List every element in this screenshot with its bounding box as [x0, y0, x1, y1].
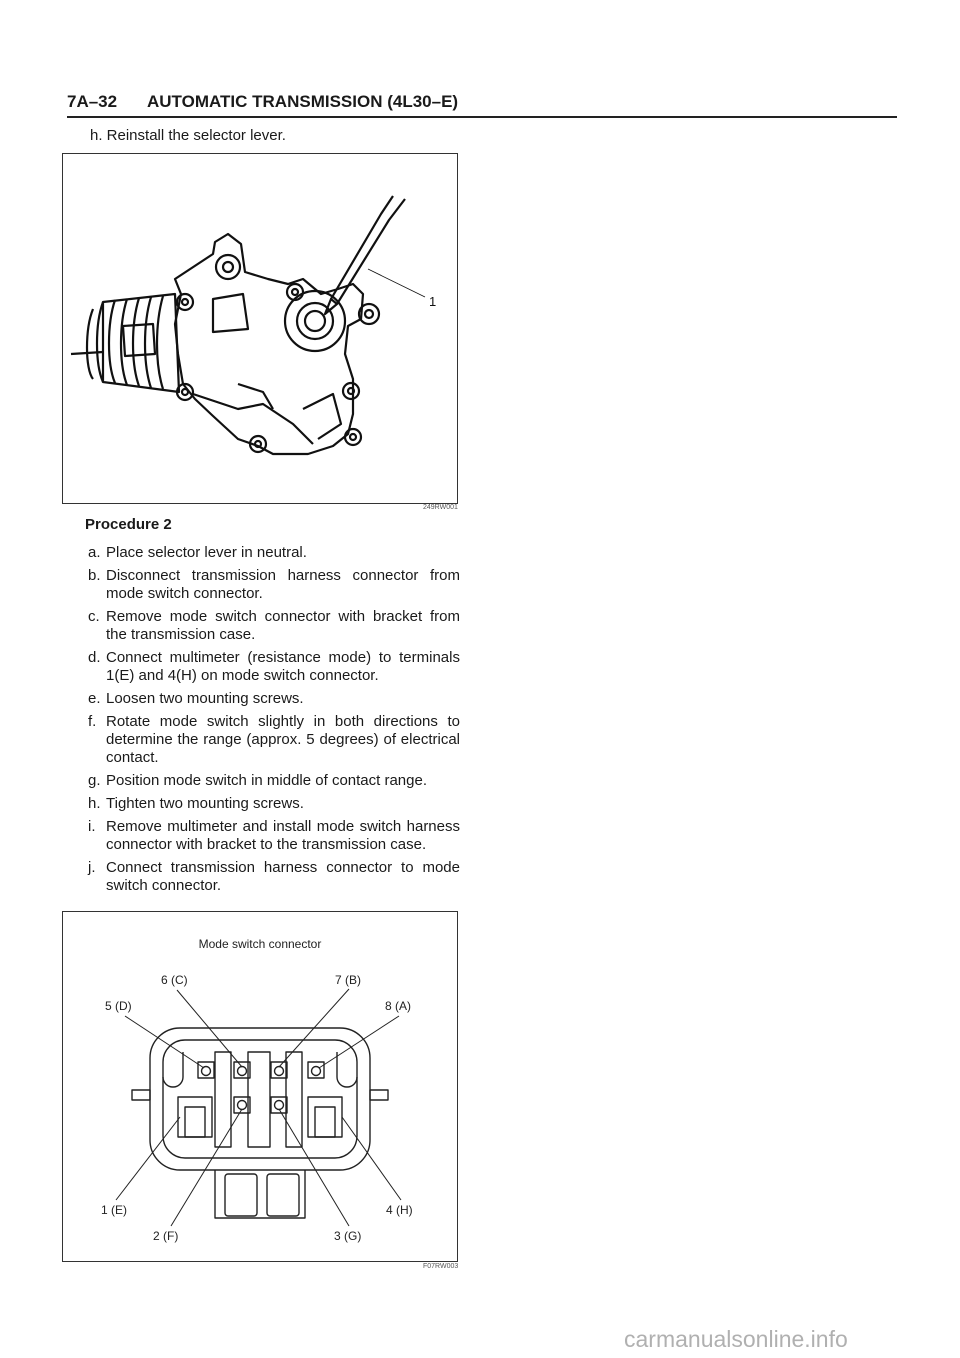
- step-j: j. Connect transmission harness connector to mode switch connector.: [88, 859, 460, 894]
- label-8a: 8 (A): [385, 999, 412, 1013]
- section-number: 7A–32: [67, 92, 118, 111]
- mode-switch-illustration: [63, 154, 457, 503]
- figure1-code: 249RW001: [423, 504, 458, 511]
- step-b: b. Disconnect transmission harness connector from mode switch connector.: [88, 567, 460, 602]
- label-5d: 5 (D): [105, 999, 132, 1013]
- watermark: carmanualsonline.info: [624, 1326, 848, 1352]
- header-rule: [67, 116, 897, 118]
- figure2-code: F07RW003: [423, 1263, 459, 1270]
- step-e: e. Loosen two mounting screws.: [88, 690, 304, 707]
- label-4h: 4 (H): [386, 1203, 413, 1217]
- procedure-steps: [88, 544, 460, 900]
- label-2f: 2 (F): [153, 1229, 179, 1243]
- step-i: i. Remove multimeter and install mode switch harness connector with bracket to the transmission case.: [88, 818, 460, 853]
- intro-step: h. Reinstall the selector lever.: [90, 127, 286, 144]
- page-title: AUTOMATIC TRANSMISSION (4L30–E): [147, 92, 459, 111]
- label-1e: 1 (E): [101, 1203, 128, 1217]
- step-h: h. Tighten two mounting screws.: [88, 795, 304, 812]
- figure-mode-switch: [62, 153, 458, 504]
- step-a: a. Place selector lever in neutral.: [88, 544, 307, 561]
- procedure-title: Procedure 2: [85, 516, 172, 533]
- step-f: f. Rotate mode switch slightly in both directions to determine the range (approx. 5 degrees) of electrical contact.: [88, 713, 460, 766]
- step-c: c. Remove mode switch connector with bracket from the transmission case.: [88, 608, 460, 643]
- callout-1: 1: [429, 294, 437, 309]
- step-d: d. Connect multimeter (resistance mode) to terminals 1(E) and 4(H) on mode switch connector.: [88, 649, 460, 684]
- label-7b: 7 (B): [335, 973, 362, 987]
- step-g: g. Position mode switch in middle of contact range.: [88, 772, 427, 789]
- connector-title: Mode switch connector: [198, 937, 322, 951]
- label-3g: 3 (G): [334, 1229, 362, 1243]
- connector-diagram: [63, 912, 457, 1261]
- figure-connector-pinout: [62, 911, 458, 1262]
- label-6c: 6 (C): [161, 973, 188, 987]
